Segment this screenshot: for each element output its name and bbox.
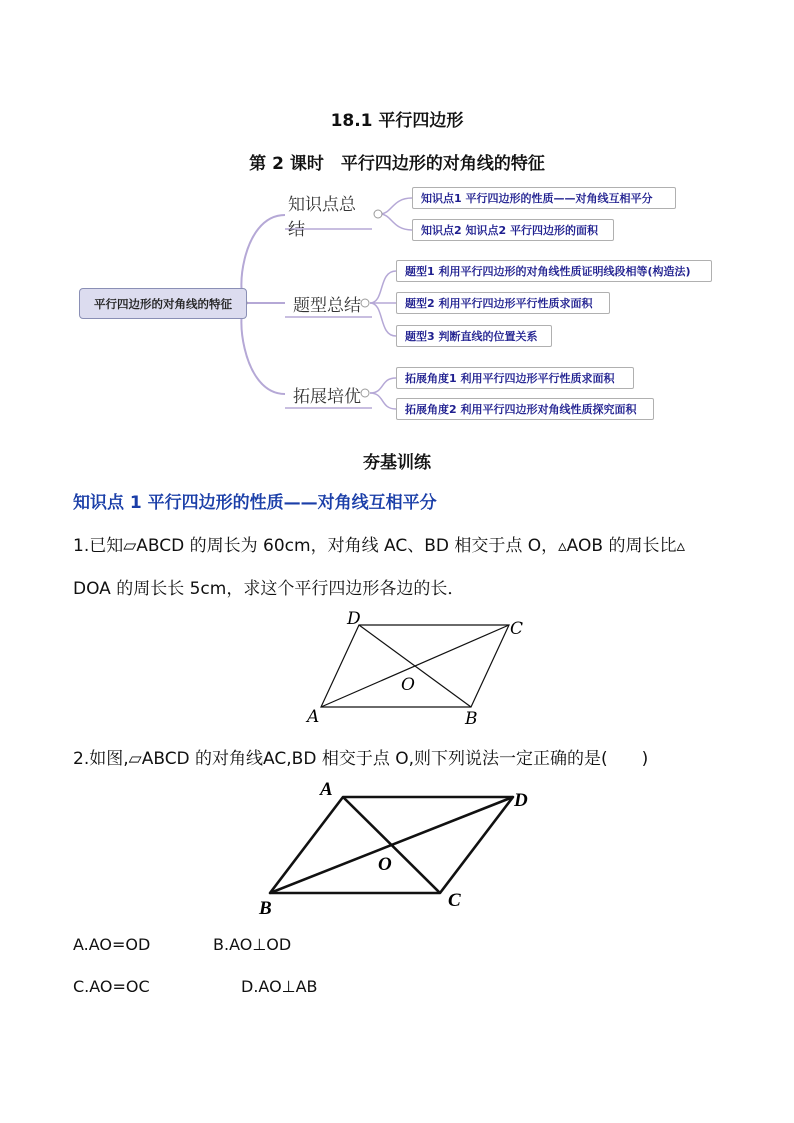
question-1-figure bbox=[300, 600, 540, 730]
option-b[interactable]: B.AO⊥OD bbox=[213, 935, 292, 954]
mindmap-leaf-extension-1: 拓展角度1 利用平行四边形平行性质求面积 bbox=[396, 367, 634, 389]
mindmap-leaf-type-3: 题型3 判断直线的位置关系 bbox=[396, 325, 552, 347]
vertex-label-d-2: D bbox=[514, 790, 528, 811]
mindmap-leaf-type-2: 题型2 利用平行四边形平行性质求面积 bbox=[396, 292, 610, 314]
question-2-figure bbox=[250, 770, 550, 920]
mindmap-branch-extension: 拓展培优 bbox=[293, 386, 361, 407]
mindmap-branch-knowledge: 知识点总结 bbox=[288, 195, 356, 240]
mindmap-leaf-extension-2: 拓展角度2 利用平行四边形对角线性质探究面积 bbox=[396, 398, 654, 420]
vertex-label-c: C bbox=[510, 619, 524, 639]
question-2-stem: 2.如图,▱ABCD 的对角线AC,BD 相交于点 O,则下列说法一定正确的是( ) bbox=[73, 749, 649, 769]
vertex-label-a: A bbox=[307, 707, 320, 727]
option-d[interactable]: D.AO⊥AB bbox=[241, 977, 318, 996]
vertex-label-b: B bbox=[465, 709, 478, 729]
mindmap-branch-question-types: 题型总结 bbox=[293, 295, 361, 316]
center-label-o: O bbox=[401, 675, 415, 695]
lesson-subtitle: 第 2 课时 平行四边形的对角线的特征 bbox=[249, 154, 545, 174]
section-heading-1: 知识点 1 平行四边形的性质——对角线互相平分 bbox=[73, 493, 437, 513]
mindmap-leaf-knowledge-1: 知识点1 平行四边形的性质——对角线互相平分 bbox=[412, 187, 676, 209]
diagonal-bd bbox=[359, 625, 471, 707]
vertex-label-c-2: C bbox=[448, 890, 461, 911]
training-heading: 夯基训练 bbox=[363, 453, 431, 473]
vertex-label-b-2: B bbox=[259, 898, 272, 919]
vertex-label-a-2: A bbox=[320, 779, 333, 800]
question-1-line-1: 1.已知▱ABCD 的周长为 60cm，对角线 AC、BD 相交于点 O，▵AOB 的周长比▵ bbox=[73, 536, 685, 556]
question-1-line-2: DOA 的周长长 5cm，求这个平行四边形各边的长． bbox=[73, 579, 465, 599]
option-a[interactable]: A.AO=OD bbox=[73, 935, 151, 954]
mindmap-root-node: 平行四边形的对角线的特征 bbox=[79, 288, 247, 319]
mindmap-leaf-knowledge-2: 知识点2 知识点2 平行四边形的面积 bbox=[412, 219, 614, 241]
center-label-o-2: O bbox=[378, 854, 392, 875]
page-title: 18.1 平行四边形 bbox=[330, 111, 464, 131]
vertex-label-d: D bbox=[347, 609, 361, 629]
mindmap-leaf-type-1: 题型1 利用平行四边形的对角线性质证明线段相等(构造法) bbox=[396, 260, 712, 282]
option-c[interactable]: C.AO=OC bbox=[73, 977, 150, 996]
